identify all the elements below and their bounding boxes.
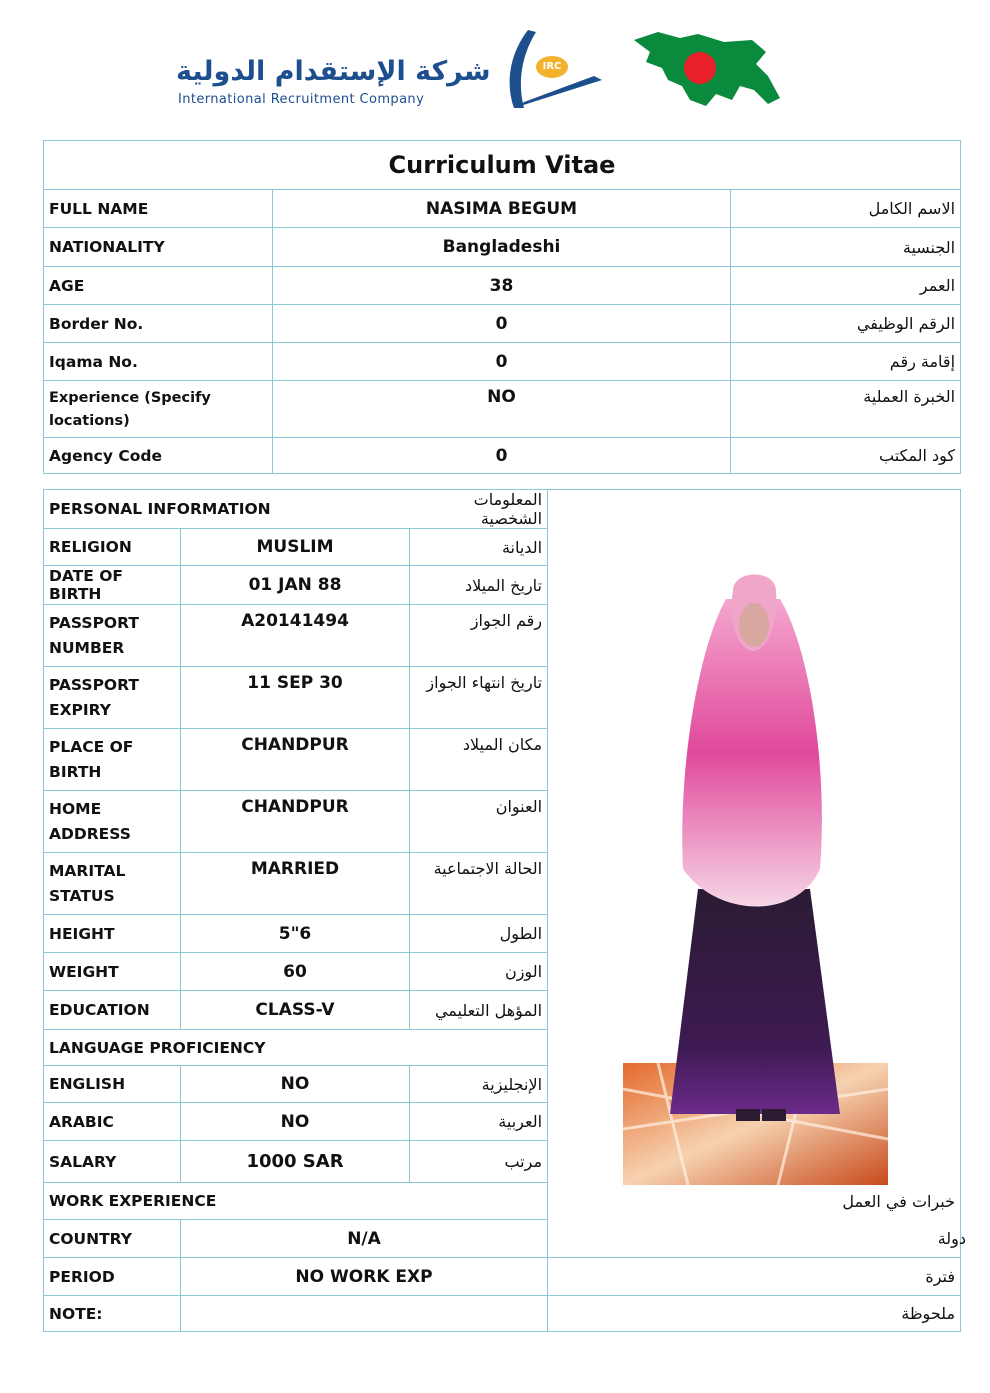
cv-summary-table bbox=[43, 140, 961, 474]
table-row: COUNTRY N/A دولة bbox=[44, 1220, 961, 1258]
value-height: 5"6 bbox=[181, 915, 410, 953]
bangladesh-map-flag-icon bbox=[628, 28, 784, 110]
cv-title: Curriculum Vitae bbox=[44, 141, 961, 190]
page-header bbox=[0, 0, 990, 130]
label-en: FULL NAME bbox=[44, 190, 273, 228]
label-ar: ملحوظة bbox=[548, 1296, 961, 1332]
value-arabic: NO bbox=[181, 1103, 410, 1141]
table-row bbox=[44, 228, 961, 267]
label-ar: العنوان bbox=[410, 791, 548, 853]
photo-cell bbox=[548, 490, 961, 1258]
value-border-no: 0 bbox=[273, 305, 731, 343]
section-heading-personal: PERSONAL INFORMATION bbox=[44, 490, 410, 529]
label-ar: مكان الميلاد bbox=[410, 729, 548, 791]
label-en: RELIGION bbox=[44, 529, 181, 566]
personal-info-table bbox=[43, 489, 967, 1332]
value-nationality: Bangladeshi bbox=[273, 228, 731, 267]
section-heading-work-ar: خبرات في العمل bbox=[410, 1183, 961, 1220]
label-ar: فترة bbox=[548, 1258, 961, 1296]
label-en: HOME ADDRESS bbox=[44, 791, 181, 853]
table-row bbox=[44, 343, 961, 381]
value-marital-status: MARRIED bbox=[181, 853, 410, 915]
label-ar: تاريخ الميلاد bbox=[410, 566, 548, 605]
table-row bbox=[44, 305, 961, 343]
value-religion: MUSLIM bbox=[181, 529, 410, 566]
label-en: PLACE OF BIRTH bbox=[44, 729, 181, 791]
label-en: Experience (Specify locations) bbox=[44, 381, 273, 438]
label-ar: الديانة bbox=[410, 529, 548, 566]
value-agency-code: 0 bbox=[273, 438, 731, 474]
label-ar: الاسم الكامل bbox=[731, 190, 961, 228]
label-en: ENGLISH bbox=[44, 1066, 181, 1103]
label-en: WEIGHT bbox=[44, 953, 181, 991]
label-en: DATE OF BIRTH bbox=[44, 566, 181, 605]
value-date-of-birth: 01 JAN 88 bbox=[181, 566, 410, 605]
label-en: EDUCATION bbox=[44, 991, 181, 1030]
label-en: MARITAL STATUS bbox=[44, 853, 181, 915]
value-note bbox=[181, 1296, 548, 1332]
value-salary: 1000 SAR bbox=[181, 1141, 410, 1183]
label-en: NOTE: bbox=[44, 1296, 181, 1332]
label-en: NATIONALITY bbox=[44, 228, 273, 267]
label-ar: رقم الجواز bbox=[410, 605, 548, 667]
label-en: PASSPORT EXPIRY bbox=[44, 667, 181, 729]
value-passport-expiry: 11 SEP 30 bbox=[181, 667, 410, 729]
label-ar: الجنسية bbox=[731, 228, 961, 267]
value-iqama-no: 0 bbox=[273, 343, 731, 381]
label-en: AGE bbox=[44, 267, 273, 305]
table-row bbox=[44, 190, 961, 228]
label-en: ARABIC bbox=[44, 1103, 181, 1141]
table-row bbox=[44, 381, 961, 438]
label-ar: مرتب bbox=[410, 1141, 548, 1183]
value-english: NO bbox=[181, 1066, 410, 1103]
label-ar: الخبرة العملية bbox=[731, 381, 961, 438]
section-heading-work: WORK EXPERIENCE bbox=[44, 1183, 410, 1220]
company-badge: IRC bbox=[536, 56, 568, 78]
label-ar: العربية bbox=[410, 1103, 548, 1141]
label-ar: الرقم الوظيفي bbox=[731, 305, 961, 343]
applicant-photo-image bbox=[548, 529, 960, 1219]
value-passport-number: A20141494 bbox=[181, 605, 410, 667]
table-row bbox=[44, 438, 961, 474]
label-ar: إقامة رقم bbox=[731, 343, 961, 381]
label-ar: الحالة الاجتماعية bbox=[410, 853, 548, 915]
label-en: PASSPORT NUMBER bbox=[44, 605, 181, 667]
value-country: N/A bbox=[181, 1220, 548, 1258]
table-row bbox=[44, 267, 961, 305]
value-period: NO WORK EXP bbox=[181, 1258, 548, 1296]
value-place-of-birth: CHANDPUR bbox=[181, 729, 410, 791]
label-ar: الطول bbox=[410, 915, 548, 953]
table-row bbox=[44, 490, 961, 529]
label-ar: العمر bbox=[731, 267, 961, 305]
value-experience: NO bbox=[273, 381, 731, 438]
value-full-name: NASIMA BEGUM bbox=[273, 190, 731, 228]
label-en: SALARY bbox=[44, 1141, 181, 1183]
label-ar: المؤهل التعليمي bbox=[410, 991, 548, 1030]
label-ar: الإنجليزية bbox=[410, 1066, 548, 1103]
company-logo-arabic: شركة الإستقدام الدولية bbox=[176, 56, 491, 87]
label-ar: كود المكتب bbox=[731, 438, 961, 474]
label-en: PERIOD bbox=[44, 1258, 181, 1296]
value-weight: 60 bbox=[181, 953, 410, 991]
value-home-address: CHANDPUR bbox=[181, 791, 410, 853]
label-en: COUNTRY bbox=[44, 1220, 181, 1258]
label-en: Border No. bbox=[44, 305, 273, 343]
table-row bbox=[44, 1296, 961, 1332]
table-row bbox=[44, 1258, 961, 1296]
label-en: HEIGHT bbox=[44, 915, 181, 953]
label-ar: الوزن bbox=[410, 953, 548, 991]
applicant-photo bbox=[548, 529, 960, 1219]
section-heading-language: LANGUAGE PROFICIENCY bbox=[44, 1030, 548, 1066]
section-heading-personal-ar: المعلومات الشخصية bbox=[410, 490, 548, 529]
value-age: 38 bbox=[273, 267, 731, 305]
label-en: Iqama No. bbox=[44, 343, 273, 381]
label-en: Agency Code bbox=[44, 438, 273, 474]
label-ar: تاريخ انتهاء الجواز bbox=[410, 667, 548, 729]
value-education: CLASS-V bbox=[181, 991, 410, 1030]
company-logo-english: International Recruitment Company bbox=[178, 92, 425, 107]
